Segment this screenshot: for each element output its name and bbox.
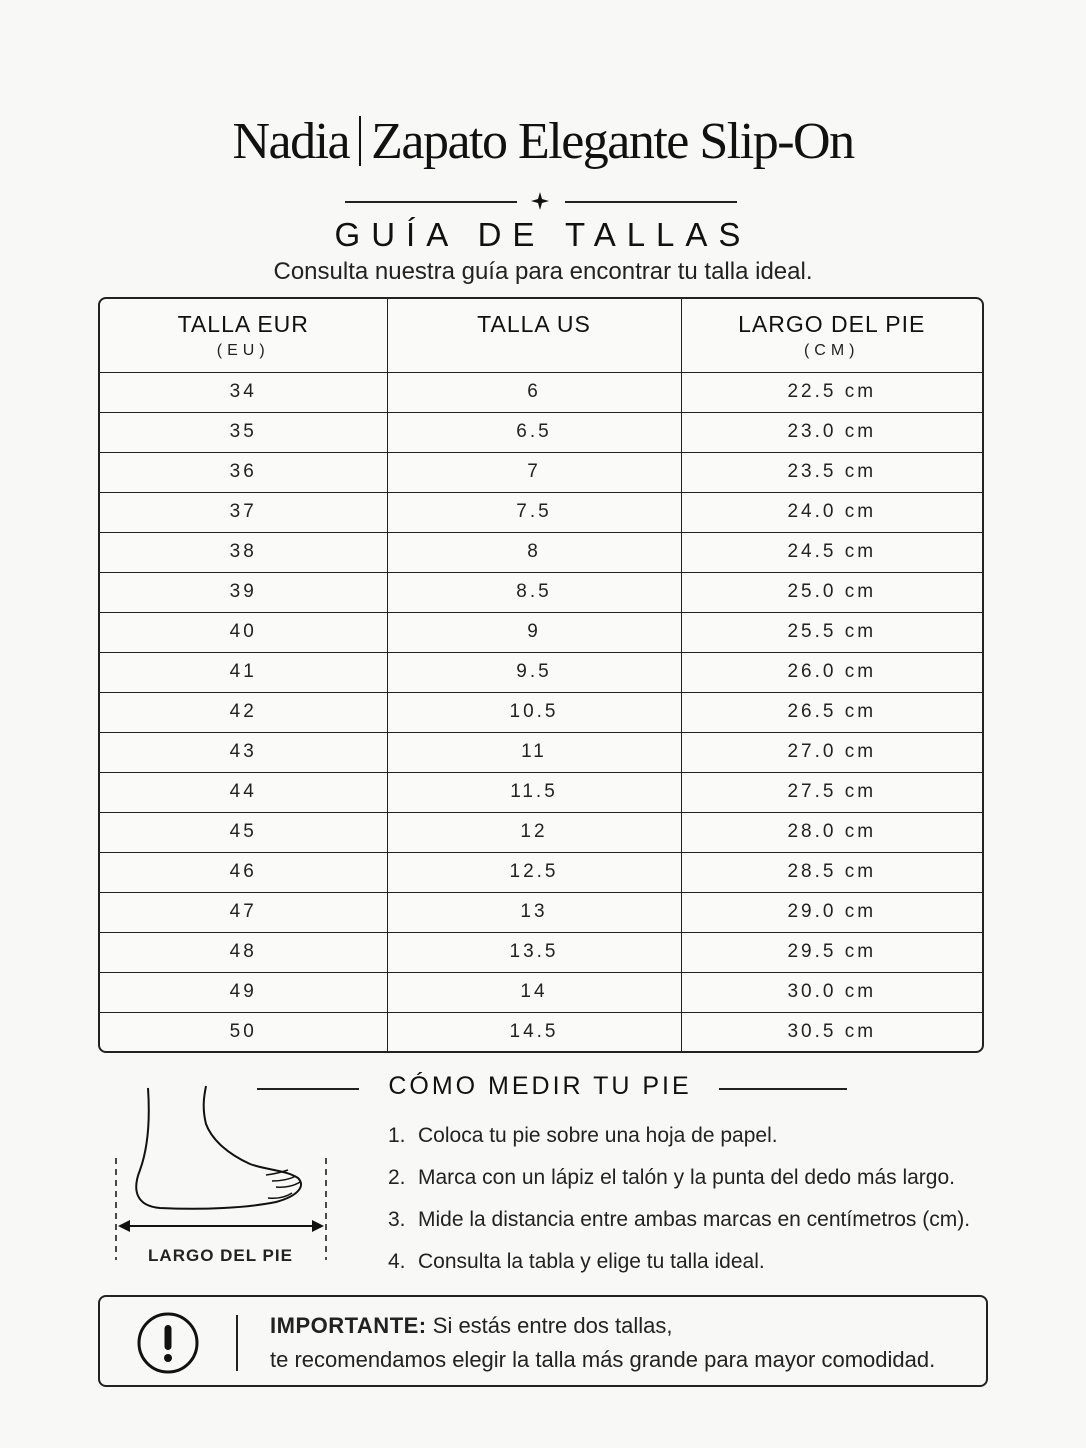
size-us-cell: 13.5	[387, 932, 681, 972]
table-row	[100, 812, 982, 852]
table-header-row	[100, 299, 982, 372]
size-us-cell: 13	[387, 892, 681, 932]
size-eur-cell: 48	[100, 932, 387, 972]
header-length-label: LARGO DEL PIE	[738, 311, 926, 337]
page-title	[0, 112, 1086, 171]
divider-left	[345, 201, 517, 203]
title-separator	[359, 116, 361, 166]
header-length-unit: (CM)	[803, 342, 860, 359]
notice-line1: Si estás entre dos tallas,	[432, 1313, 673, 1338]
foot-length-cell: 28.5 cm	[787, 861, 877, 882]
foot-length-cell: 28.0 cm	[787, 821, 877, 842]
table-row	[100, 412, 982, 452]
table-row	[100, 572, 982, 612]
size-us-cell: 8	[387, 532, 681, 572]
size-us-cell: 6	[387, 372, 681, 412]
product-description: Zapato Elegante Slip-On	[371, 113, 854, 170]
table-row	[100, 892, 982, 932]
foot-length-cell: 30.5 cm	[787, 1021, 877, 1043]
step-item: 3. Mide la distancia entre ambas marcas en centímetros (cm).	[388, 1208, 971, 1231]
table-row	[100, 692, 982, 732]
size-us-cell: 14.5	[387, 1012, 681, 1052]
foot-length-cell: 25.5 cm	[787, 621, 877, 642]
table-row	[100, 452, 982, 492]
size-us-cell: 10.5	[387, 692, 681, 732]
foot-length-cell: 27.0 cm	[787, 741, 877, 762]
table-row	[100, 1012, 982, 1052]
foot-length-label: LARGO DEL PIE	[148, 1246, 293, 1265]
size-us-cell: 14	[387, 972, 681, 1012]
table-row	[100, 492, 982, 532]
foot-length-cell: 23.5 cm	[787, 461, 877, 482]
header-eur-unit: (EU)	[216, 342, 270, 359]
size-us-cell: 9.5	[387, 652, 681, 692]
size-us-cell: 7	[387, 452, 681, 492]
size-eur-cell: 45	[100, 812, 387, 852]
table-row	[100, 372, 982, 412]
table-row	[100, 932, 982, 972]
how-to-measure-title: CÓMO MEDIR TU PIE	[388, 1072, 692, 1100]
header-us	[387, 299, 681, 372]
size-us-cell: 11	[387, 732, 681, 772]
important-notice	[98, 1295, 988, 1387]
table-row	[100, 652, 982, 692]
notice-label: IMPORTANTE:	[270, 1313, 427, 1338]
foot-length-cell: 27.5 cm	[787, 781, 877, 802]
size-eur-cell: 49	[100, 972, 387, 1012]
header-us-label: TALLA US	[477, 311, 591, 337]
table-row	[100, 972, 982, 1012]
size-eur-cell: 40	[100, 612, 387, 652]
size-eur-cell: 37	[100, 492, 387, 532]
measure-steps	[388, 1124, 970, 1292]
exclamation-circle-icon	[136, 1311, 200, 1375]
notice-line2: te recomendamos elegir la talla más grande para mayor comodidad.	[270, 1347, 936, 1372]
foot-length-cell: 24.5 cm	[787, 541, 877, 562]
step-item: 1. Coloca tu pie sobre una hoja de papel.	[388, 1124, 778, 1147]
header-length	[681, 299, 982, 372]
foot-length-cell: 22.5 cm	[787, 381, 877, 402]
size-eur-cell: 38	[100, 532, 387, 572]
size-eur-cell: 39	[100, 572, 387, 612]
header-eur	[100, 299, 387, 372]
size-eur-cell: 36	[100, 452, 387, 492]
foot-length-cell: 26.0 cm	[787, 661, 877, 682]
header-eur-label: TALLA EUR	[177, 311, 309, 337]
size-eur-cell: 35	[100, 412, 387, 452]
table-row	[100, 772, 982, 812]
size-eur-cell: 44	[100, 772, 387, 812]
foot-length-cell: 26.5 cm	[787, 701, 877, 722]
table-row	[100, 532, 982, 572]
product-name: Nadia	[232, 113, 350, 170]
how-title-line-left	[257, 1088, 359, 1090]
sparkle-icon	[531, 192, 549, 210]
foot-length-cell: 23.0 cm	[787, 421, 877, 442]
table-row	[100, 612, 982, 652]
size-eur-cell: 43	[100, 732, 387, 772]
size-us-cell: 9	[387, 612, 681, 652]
size-us-cell: 12	[387, 812, 681, 852]
step-item: 2. Marca con un lápiz el talón y la punta del dedo más largo.	[388, 1166, 955, 1189]
foot-length-cell: 25.0 cm	[787, 581, 877, 602]
table-row	[100, 732, 982, 772]
size-us-cell: 7.5	[387, 492, 681, 532]
size-eur-cell: 34	[100, 372, 387, 412]
size-eur-cell: 47	[100, 892, 387, 932]
size-eur-cell: 46	[100, 852, 387, 892]
notice-text	[270, 1309, 935, 1377]
divider-right	[565, 201, 737, 203]
size-us-cell: 12.5	[387, 852, 681, 892]
foot-length-cell: 29.5 cm	[787, 941, 877, 962]
guide-intro: Consulta nuestra guía para encontrar tu talla ideal.	[273, 258, 813, 285]
notice-separator	[236, 1315, 238, 1371]
table-row	[100, 852, 982, 892]
size-table	[98, 297, 984, 1053]
size-us-cell: 8.5	[387, 572, 681, 612]
foot-length-cell: 30.0 cm	[787, 981, 877, 1002]
size-eur-cell: 41	[100, 652, 387, 692]
size-eur-cell: 42	[100, 692, 387, 732]
how-title-line-right	[719, 1088, 847, 1090]
size-us-cell: 11.5	[387, 772, 681, 812]
size-eur-cell: 50	[100, 1012, 387, 1052]
foot-length-cell: 29.0 cm	[787, 901, 877, 922]
size-us-cell: 6.5	[387, 412, 681, 452]
guide-title: GUÍA DE TALLAS	[334, 216, 752, 253]
step-item: 4. Consulta la tabla y elige tu talla ideal.	[388, 1250, 765, 1273]
foot-length-cell: 24.0 cm	[787, 501, 877, 522]
